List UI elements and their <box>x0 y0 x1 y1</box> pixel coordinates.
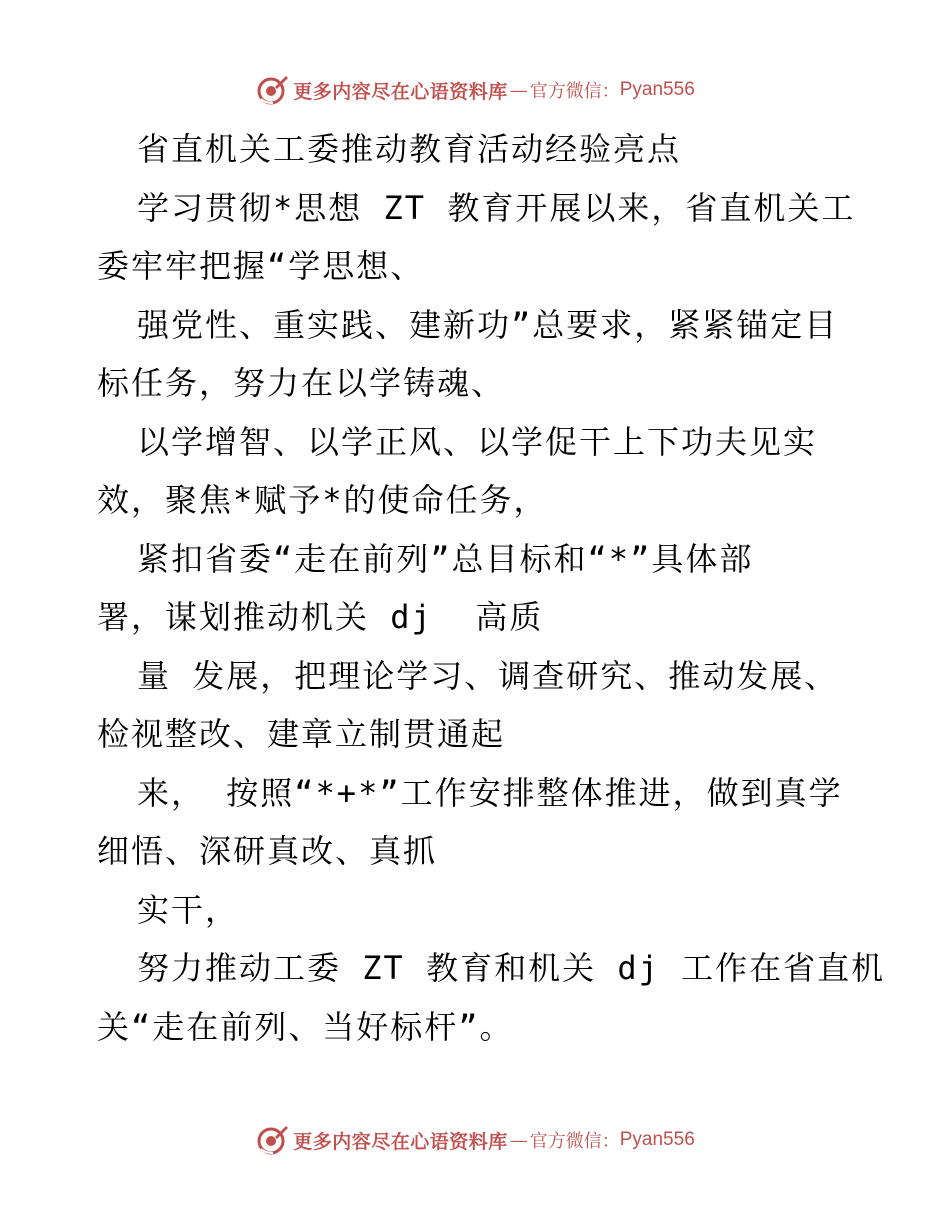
text-line: 实干， <box>137 890 240 929</box>
watermark-text: 更多内容尽在心语资料库 <box>293 80 508 103</box>
text-line: 来， 按照“*+*”工作安排整体推进，做到真学 <box>137 773 843 812</box>
document-body <box>97 120 886 1056</box>
watermark-separator: — <box>509 79 528 101</box>
pen-logo-icon <box>255 1123 289 1157</box>
watermark-wechat-id: Pyan556 <box>619 79 695 100</box>
text-line: 效，聚焦*赋予*的使命任务， <box>97 481 548 519</box>
text-line: 量 发展，把理论学习、调查研究、推动发展、 <box>137 656 839 695</box>
text-line: 委牢牢把握“学思想、 <box>97 247 425 285</box>
text-line: 紧扣省委“走在前列”总目标和“*”具体部 <box>137 539 754 578</box>
watermark-wechat-id: Pyan556 <box>619 1129 695 1150</box>
watermark-text: 更多内容尽在心语资料库 <box>293 1130 508 1153</box>
document-title: 省直机关工委推动教育活动经验亮点 <box>137 130 682 168</box>
footer-watermark <box>0 1120 950 1160</box>
text-line: 学习贯彻*思想 ZT 教育开展以来，省直机关工 <box>137 188 856 227</box>
header-watermark <box>0 70 950 110</box>
text-line: 署，谋划推动机关 dj 高质 <box>97 598 544 636</box>
text-line: 标任务，努力在以学铸魂、 <box>97 364 506 402</box>
watermark-label: 官方微信： <box>529 81 620 102</box>
text-line: 细悟、深研真改、真抓 <box>97 832 438 870</box>
text-line: 以学增智、以学正风、以学促干上下功夫见实 <box>137 422 818 461</box>
watermark-separator: — <box>509 1129 528 1151</box>
text-line: 关“走在前列、当好标杆”。 <box>97 1007 514 1046</box>
text-line: 努力推动工委 ZT 教育和机关 dj 工作在省直机 <box>137 949 886 987</box>
pen-logo-icon <box>255 73 289 107</box>
text-line: 强党性、重实践、建新功”总要求，紧紧锚定目 <box>137 305 839 344</box>
text-line: 检视整改、建章立制贯通起 <box>97 715 506 753</box>
watermark-label: 官方微信： <box>529 1131 620 1152</box>
